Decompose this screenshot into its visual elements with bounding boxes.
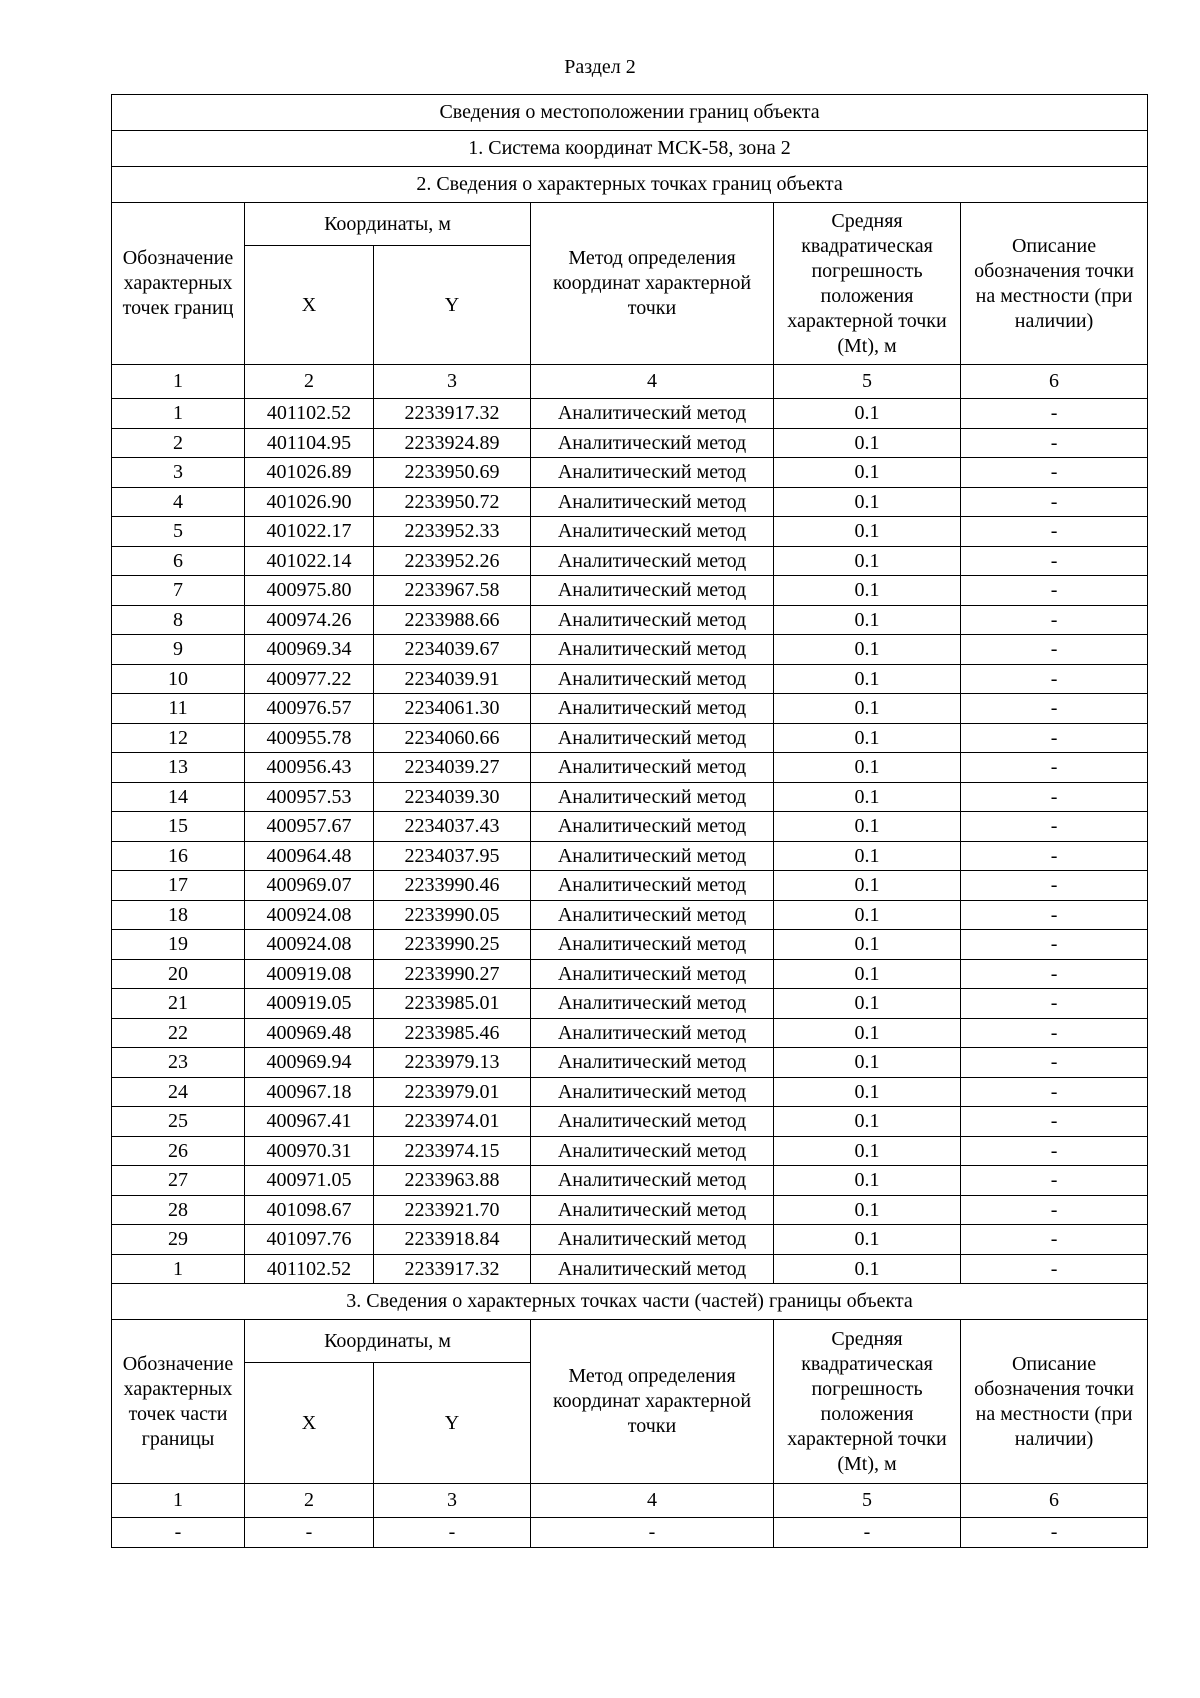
y-cell: 2233952.33 <box>374 517 531 547</box>
point-id-cell: 17 <box>112 871 245 901</box>
method-cell: Аналитический метод <box>531 546 774 576</box>
column-number: 6 <box>961 1484 1148 1518</box>
error-cell: 0.1 <box>774 1048 961 1078</box>
method-cell: Аналитический метод <box>531 1018 774 1048</box>
method-cell: Аналитический метод <box>531 871 774 901</box>
table-row <box>112 959 1148 989</box>
table-row <box>112 1518 1148 1548</box>
table-row <box>112 1166 1148 1196</box>
column-number: 2 <box>245 1484 374 1518</box>
point-id-cell: 13 <box>112 753 245 783</box>
table-row <box>112 1077 1148 1107</box>
table-row <box>112 1048 1148 1078</box>
y-cell: 2233974.01 <box>374 1107 531 1137</box>
point-id-cell: 7 <box>112 576 245 606</box>
error-cell: 0.1 <box>774 841 961 871</box>
point-id-cell: 22 <box>112 1018 245 1048</box>
error-cell: - <box>774 1518 961 1548</box>
table-row <box>112 1136 1148 1166</box>
column-number: 1 <box>112 365 245 399</box>
description-cell: - <box>961 1107 1148 1137</box>
header-error: Средняя квадратическая погрешность положения характерной точки (Mt), м <box>774 203 961 365</box>
header-description: Описание обозначения точки на местности (при наличии) <box>961 203 1148 365</box>
description-cell: - <box>961 1166 1148 1196</box>
x-cell: 400976.57 <box>245 694 374 724</box>
x-cell: 400974.26 <box>245 605 374 635</box>
point-id-cell: - <box>112 1518 245 1548</box>
error-cell: 0.1 <box>774 546 961 576</box>
column-number: 3 <box>374 1484 531 1518</box>
header-method: Метод определения координат характерной точки <box>531 203 774 365</box>
method-cell: Аналитический метод <box>531 458 774 488</box>
x-cell: 400924.08 <box>245 900 374 930</box>
y-cell: 2233990.25 <box>374 930 531 960</box>
error-cell: 0.1 <box>774 900 961 930</box>
error-cell: 0.1 <box>774 1225 961 1255</box>
method-cell: Аналитический метод <box>531 989 774 1019</box>
table-row <box>112 1107 1148 1137</box>
description-cell: - <box>961 399 1148 429</box>
method-cell: Аналитический метод <box>531 1107 774 1137</box>
table-row <box>112 635 1148 665</box>
point-id-cell: 21 <box>112 989 245 1019</box>
y-cell: 2233963.88 <box>374 1166 531 1196</box>
point-id-cell: 14 <box>112 782 245 812</box>
method-cell: Аналитический метод <box>531 1136 774 1166</box>
x-cell: - <box>245 1518 374 1548</box>
point-id-cell: 19 <box>112 930 245 960</box>
y-cell: 2233950.69 <box>374 458 531 488</box>
parts-header-error: Средняя квадратическая погрешность положения характерной точки (Mt), м <box>774 1320 961 1484</box>
y-cell: 2234060.66 <box>374 723 531 753</box>
point-id-cell: 26 <box>112 1136 245 1166</box>
section-label: Раздел 2 <box>564 56 636 78</box>
point-id-cell: 15 <box>112 812 245 842</box>
method-cell: Аналитический метод <box>531 664 774 694</box>
error-cell: 0.1 <box>774 576 961 606</box>
header-point-label: Обозначение характерных точек границ <box>112 203 245 365</box>
y-cell: 2234037.43 <box>374 812 531 842</box>
method-cell: Аналитический метод <box>531 399 774 429</box>
error-cell: 0.1 <box>774 399 961 429</box>
point-id-cell: 23 <box>112 1048 245 1078</box>
description-cell: - <box>961 900 1148 930</box>
y-cell: 2233990.46 <box>374 871 531 901</box>
error-cell: 0.1 <box>774 1107 961 1137</box>
point-id-cell: 20 <box>112 959 245 989</box>
description-cell: - <box>961 458 1148 488</box>
method-cell: Аналитический метод <box>531 930 774 960</box>
method-cell: Аналитический метод <box>531 723 774 753</box>
point-id-cell: 1 <box>112 1254 245 1284</box>
table-row <box>112 694 1148 724</box>
column-number: 4 <box>531 365 774 399</box>
point-id-cell: 25 <box>112 1107 245 1137</box>
y-cell: 2233967.58 <box>374 576 531 606</box>
description-cell: - <box>961 841 1148 871</box>
method-cell: Аналитический метод <box>531 1077 774 1107</box>
coord-system: 1. Система координат МСК-58, зона 2 <box>112 131 1148 167</box>
x-cell: 400956.43 <box>245 753 374 783</box>
parts-header-x: X <box>245 1363 374 1484</box>
description-cell: - <box>961 428 1148 458</box>
parts-section-title: 3. Сведения о характерных точках части (частей) границы объекта <box>112 1284 1148 1320</box>
table-row <box>112 1225 1148 1255</box>
description-cell: - <box>961 1048 1148 1078</box>
method-cell: Аналитический метод <box>531 576 774 606</box>
x-cell: 400957.53 <box>245 782 374 812</box>
description-cell: - <box>961 1136 1148 1166</box>
x-cell: 400964.48 <box>245 841 374 871</box>
x-cell: 401097.76 <box>245 1225 374 1255</box>
point-id-cell: 11 <box>112 694 245 724</box>
x-cell: 400919.08 <box>245 959 374 989</box>
point-id-cell: 10 <box>112 664 245 694</box>
table-row <box>112 458 1148 488</box>
error-cell: 0.1 <box>774 1136 961 1166</box>
method-cell: Аналитический метод <box>531 694 774 724</box>
y-cell: 2233990.27 <box>374 959 531 989</box>
description-cell: - <box>961 959 1148 989</box>
x-cell: 400975.80 <box>245 576 374 606</box>
y-cell: 2233979.13 <box>374 1048 531 1078</box>
column-number: 6 <box>961 365 1148 399</box>
y-cell: 2233917.32 <box>374 1254 531 1284</box>
y-cell: 2234037.95 <box>374 841 531 871</box>
x-cell: 400969.94 <box>245 1048 374 1078</box>
y-cell: 2233952.26 <box>374 546 531 576</box>
table-row <box>112 576 1148 606</box>
method-cell: Аналитический метод <box>531 782 774 812</box>
header-x: X <box>245 246 374 365</box>
y-cell: 2234039.91 <box>374 664 531 694</box>
method-cell: Аналитический метод <box>531 605 774 635</box>
method-cell: Аналитический метод <box>531 428 774 458</box>
x-cell: 400969.34 <box>245 635 374 665</box>
x-cell: 400924.08 <box>245 930 374 960</box>
error-cell: 0.1 <box>774 989 961 1019</box>
table-row <box>112 930 1148 960</box>
x-cell: 401026.89 <box>245 458 374 488</box>
description-cell: - <box>961 1077 1148 1107</box>
table-row <box>112 723 1148 753</box>
error-cell: 0.1 <box>774 458 961 488</box>
y-cell: 2234039.30 <box>374 782 531 812</box>
header-coordinates: Координаты, м <box>245 203 531 246</box>
table-row <box>112 782 1148 812</box>
error-cell: 0.1 <box>774 664 961 694</box>
point-id-cell: 4 <box>112 487 245 517</box>
method-cell: Аналитический метод <box>531 753 774 783</box>
y-cell: 2233988.66 <box>374 605 531 635</box>
table-row <box>112 517 1148 547</box>
column-numbers-row <box>112 365 1148 399</box>
x-cell: 400919.05 <box>245 989 374 1019</box>
description-cell: - <box>961 605 1148 635</box>
method-cell: Аналитический метод <box>531 1195 774 1225</box>
point-id-cell: 12 <box>112 723 245 753</box>
table-row <box>112 546 1148 576</box>
description-cell: - <box>961 694 1148 724</box>
method-cell: - <box>531 1518 774 1548</box>
error-cell: 0.1 <box>774 1254 961 1284</box>
parts-header-point-label: Обозначение характерных точек части границы <box>112 1320 245 1484</box>
description-cell: - <box>961 782 1148 812</box>
description-cell: - <box>961 546 1148 576</box>
point-id-cell: 9 <box>112 635 245 665</box>
method-cell: Аналитический метод <box>531 517 774 547</box>
method-cell: Аналитический метод <box>531 841 774 871</box>
description-cell: - <box>961 753 1148 783</box>
point-id-cell: 27 <box>112 1166 245 1196</box>
description-cell: - <box>961 487 1148 517</box>
point-id-cell: 18 <box>112 900 245 930</box>
description-cell: - <box>961 930 1148 960</box>
y-cell: 2233979.01 <box>374 1077 531 1107</box>
error-cell: 0.1 <box>774 1077 961 1107</box>
column-number: 5 <box>774 365 961 399</box>
description-cell: - <box>961 989 1148 1019</box>
point-id-cell: 3 <box>112 458 245 488</box>
table-row <box>112 1254 1148 1284</box>
y-cell: 2233974.15 <box>374 1136 531 1166</box>
table-row <box>112 812 1148 842</box>
x-cell: 401022.14 <box>245 546 374 576</box>
description-cell: - <box>961 1195 1148 1225</box>
description-cell: - <box>961 517 1148 547</box>
table-row <box>112 1195 1148 1225</box>
table-row <box>112 841 1148 871</box>
error-cell: 0.1 <box>774 723 961 753</box>
description-cell: - <box>961 576 1148 606</box>
y-cell: 2233950.72 <box>374 487 531 517</box>
parts-header-y: Y <box>374 1363 531 1484</box>
parts-header-description: Описание обозначения точки на местности (при наличии) <box>961 1320 1148 1484</box>
method-cell: Аналитический метод <box>531 1225 774 1255</box>
point-id-cell: 8 <box>112 605 245 635</box>
point-id-cell: 29 <box>112 1225 245 1255</box>
point-id-cell: 6 <box>112 546 245 576</box>
point-id-cell: 1 <box>112 399 245 429</box>
header-y: Y <box>374 246 531 365</box>
error-cell: 0.1 <box>774 753 961 783</box>
method-cell: Аналитический метод <box>531 1048 774 1078</box>
error-cell: 0.1 <box>774 635 961 665</box>
table-row <box>112 753 1148 783</box>
point-id-cell: 2 <box>112 428 245 458</box>
point-id-cell: 28 <box>112 1195 245 1225</box>
x-cell: 400969.07 <box>245 871 374 901</box>
x-cell: 401102.52 <box>245 399 374 429</box>
table-row <box>112 664 1148 694</box>
point-id-cell: 16 <box>112 841 245 871</box>
main-title: Сведения о местоположении границ объекта <box>112 95 1148 131</box>
description-cell: - <box>961 871 1148 901</box>
description-cell: - <box>961 1018 1148 1048</box>
table-row <box>112 1018 1148 1048</box>
x-cell: 401026.90 <box>245 487 374 517</box>
description-cell: - <box>961 664 1148 694</box>
point-id-cell: 24 <box>112 1077 245 1107</box>
method-cell: Аналитический метод <box>531 487 774 517</box>
points-section-title: 2. Сведения о характерных точках границ объекта <box>112 167 1148 203</box>
error-cell: 0.1 <box>774 782 961 812</box>
y-cell: 2233924.89 <box>374 428 531 458</box>
parts-header-coordinates: Координаты, м <box>245 1320 531 1363</box>
x-cell: 400967.41 <box>245 1107 374 1137</box>
y-cell: 2234061.30 <box>374 694 531 724</box>
error-cell: 0.1 <box>774 694 961 724</box>
error-cell: 0.1 <box>774 930 961 960</box>
method-cell: Аналитический метод <box>531 812 774 842</box>
x-cell: 400955.78 <box>245 723 374 753</box>
y-cell: 2233985.01 <box>374 989 531 1019</box>
method-cell: Аналитический метод <box>531 1254 774 1284</box>
x-cell: 400970.31 <box>245 1136 374 1166</box>
description-cell: - <box>961 723 1148 753</box>
column-number: 1 <box>112 1484 245 1518</box>
description-cell: - <box>961 1254 1148 1284</box>
description-cell: - <box>961 635 1148 665</box>
column-number: 4 <box>531 1484 774 1518</box>
x-cell: 400957.67 <box>245 812 374 842</box>
table-row <box>112 871 1148 901</box>
y-cell: 2234039.67 <box>374 635 531 665</box>
error-cell: 0.1 <box>774 517 961 547</box>
table-row <box>112 989 1148 1019</box>
column-number: 2 <box>245 365 374 399</box>
method-cell: Аналитический метод <box>531 1166 774 1196</box>
method-cell: Аналитический метод <box>531 635 774 665</box>
boundary-table-body <box>112 95 1148 1548</box>
error-cell: 0.1 <box>774 959 961 989</box>
x-cell: 400971.05 <box>245 1166 374 1196</box>
parts-header-method: Метод определения координат характерной точки <box>531 1320 774 1484</box>
y-cell: 2233918.84 <box>374 1225 531 1255</box>
x-cell: 401102.52 <box>245 1254 374 1284</box>
y-cell: 2233990.05 <box>374 900 531 930</box>
x-cell: 401022.17 <box>245 517 374 547</box>
error-cell: 0.1 <box>774 605 961 635</box>
error-cell: 0.1 <box>774 1018 961 1048</box>
error-cell: 0.1 <box>774 1195 961 1225</box>
x-cell: 401104.95 <box>245 428 374 458</box>
x-cell: 401098.67 <box>245 1195 374 1225</box>
table-row <box>112 428 1148 458</box>
x-cell: 400967.18 <box>245 1077 374 1107</box>
column-number: 3 <box>374 365 531 399</box>
description-cell: - <box>961 1518 1148 1548</box>
method-cell: Аналитический метод <box>531 900 774 930</box>
error-cell: 0.1 <box>774 812 961 842</box>
y-cell: - <box>374 1518 531 1548</box>
description-cell: - <box>961 1225 1148 1255</box>
error-cell: 0.1 <box>774 428 961 458</box>
description-cell: - <box>961 812 1148 842</box>
y-cell: 2233917.32 <box>374 399 531 429</box>
method-cell: Аналитический метод <box>531 959 774 989</box>
y-cell: 2233985.46 <box>374 1018 531 1048</box>
table-row <box>112 487 1148 517</box>
error-cell: 0.1 <box>774 871 961 901</box>
x-cell: 400969.48 <box>245 1018 374 1048</box>
error-cell: 0.1 <box>774 1166 961 1196</box>
table-row <box>112 605 1148 635</box>
boundary-table <box>111 94 1148 1548</box>
error-cell: 0.1 <box>774 487 961 517</box>
point-id-cell: 5 <box>112 517 245 547</box>
table-row <box>112 399 1148 429</box>
x-cell: 400977.22 <box>245 664 374 694</box>
y-cell: 2234039.27 <box>374 753 531 783</box>
y-cell: 2233921.70 <box>374 1195 531 1225</box>
parts-column-numbers-row <box>112 1484 1148 1518</box>
column-number: 5 <box>774 1484 961 1518</box>
table-row <box>112 900 1148 930</box>
